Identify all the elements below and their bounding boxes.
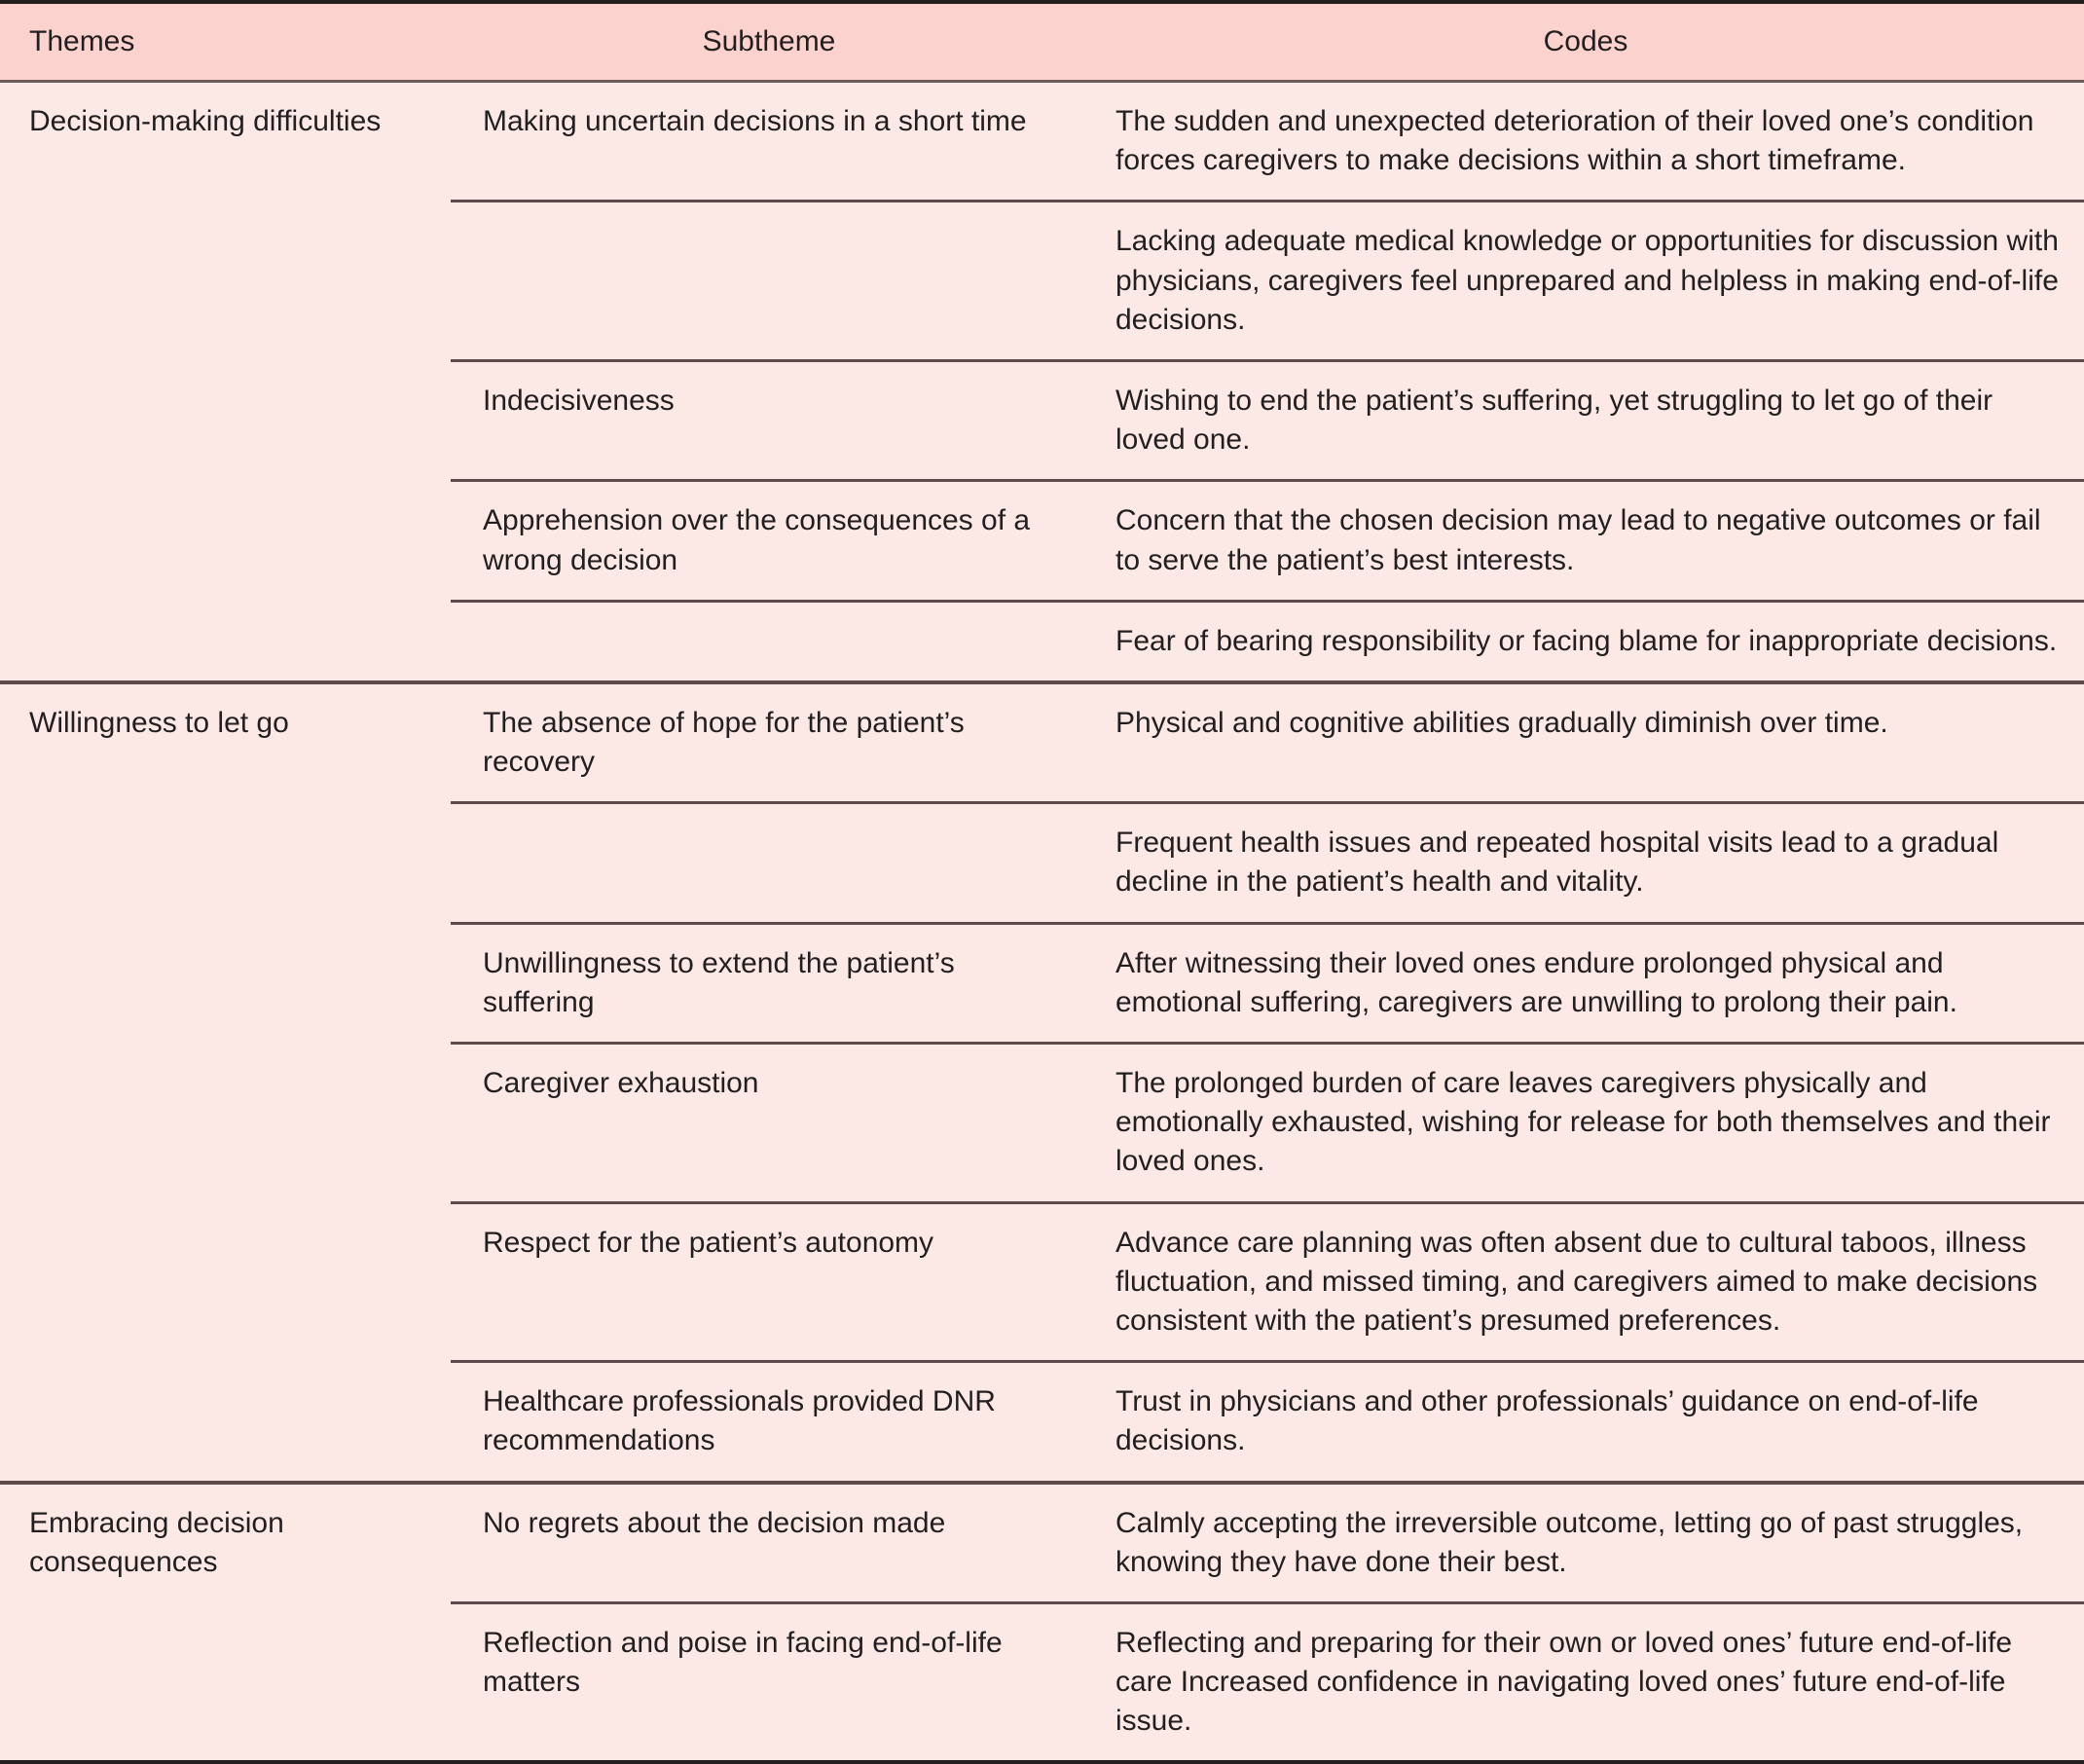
code-cell: Lacking adequate medical knowledge or opportunities for discussion with physicians, caregivers feel unprepared and helpless in making end-of-life decisions. — [1083, 202, 2084, 361]
code-cell: Fear of bearing responsibility or facing blame for inappropriate decisions. — [1083, 601, 2084, 682]
theme-cell: Decision-making difficulties — [0, 82, 451, 682]
code-cell: Wishing to end the patient’s suffering, yet struggling to let go of their loved one. — [1083, 360, 2084, 480]
code-cell: Advance care planning was often absent due to cultural taboos, illness fluctuation, and missed timing, and caregivers aimed to make decisions consistent with the patient’s presumed preferences. — [1083, 1202, 2084, 1362]
subtheme-cell — [451, 803, 1083, 923]
code-cell: After witnessing their loved ones endure prolonged physical and emotional suffering, caregivers are unwilling to prolong their pain. — [1083, 923, 2084, 1043]
code-cell: Calmly accepting the irreversible outcome, letting go of past struggles, knowing they have done their best. — [1083, 1483, 2084, 1603]
header-row — [0, 4, 2084, 82]
code-cell: Reflecting and preparing for their own or loved ones’ future end-of-life care Increased confidence in navigating loved ones’ future end-of-life issue. — [1083, 1602, 2084, 1760]
subtheme-cell: The absence of hope for the patient’s recovery — [451, 682, 1083, 803]
subtheme-cell — [451, 202, 1083, 361]
code-cell: Frequent health issues and repeated hospital visits lead to a gradual decline in the patient’s health and vitality. — [1083, 803, 2084, 923]
subtheme-cell — [451, 601, 1083, 682]
themes-subthemes-codes-table — [0, 4, 2084, 1760]
subtheme-cell: Respect for the patient’s autonomy — [451, 1202, 1083, 1362]
code-cell: Physical and cognitive abilities gradually diminish over time. — [1083, 682, 2084, 803]
code-cell: The sudden and unexpected deterioration of their loved one’s condition forces caregivers to make decisions within a short timeframe. — [1083, 82, 2084, 202]
table-row — [0, 682, 2084, 803]
subtheme-cell: Reflection and poise in facing end-of-life matters — [451, 1602, 1083, 1760]
subtheme-cell: Unwillingness to extend the patient’s suffering — [451, 923, 1083, 1043]
code-cell: The prolonged burden of care leaves caregivers physically and emotionally exhausted, wishing for release for both themselves and their loved ones. — [1083, 1044, 2084, 1203]
code-cell: Trust in physicians and other professionals’ guidance on end-of-life decisions. — [1083, 1362, 2084, 1483]
theme-cell: Embracing decision consequences — [0, 1483, 451, 1761]
column-header-codes: Codes — [1083, 4, 2084, 82]
subtheme-cell: Healthcare professionals provided DNR recommendations — [451, 1362, 1083, 1483]
subtheme-cell: No regrets about the decision made — [451, 1483, 1083, 1603]
subtheme-cell: Caregiver exhaustion — [451, 1044, 1083, 1203]
table-row — [0, 82, 2084, 202]
code-cell: Concern that the chosen decision may lead to negative outcomes or fail to serve the patient’s best interests. — [1083, 481, 2084, 601]
table-row — [0, 1483, 2084, 1603]
theme-cell: Willingness to let go — [0, 682, 451, 1483]
table-header — [0, 4, 2084, 82]
subtheme-cell: Making uncertain decisions in a short time — [451, 82, 1083, 202]
column-header-themes: Themes — [0, 4, 451, 82]
subtheme-cell: Indecisiveness — [451, 360, 1083, 480]
subtheme-cell: Apprehension over the consequences of a wrong decision — [451, 481, 1083, 601]
table-body — [0, 82, 2084, 1761]
column-header-subtheme: Subtheme — [451, 4, 1083, 82]
